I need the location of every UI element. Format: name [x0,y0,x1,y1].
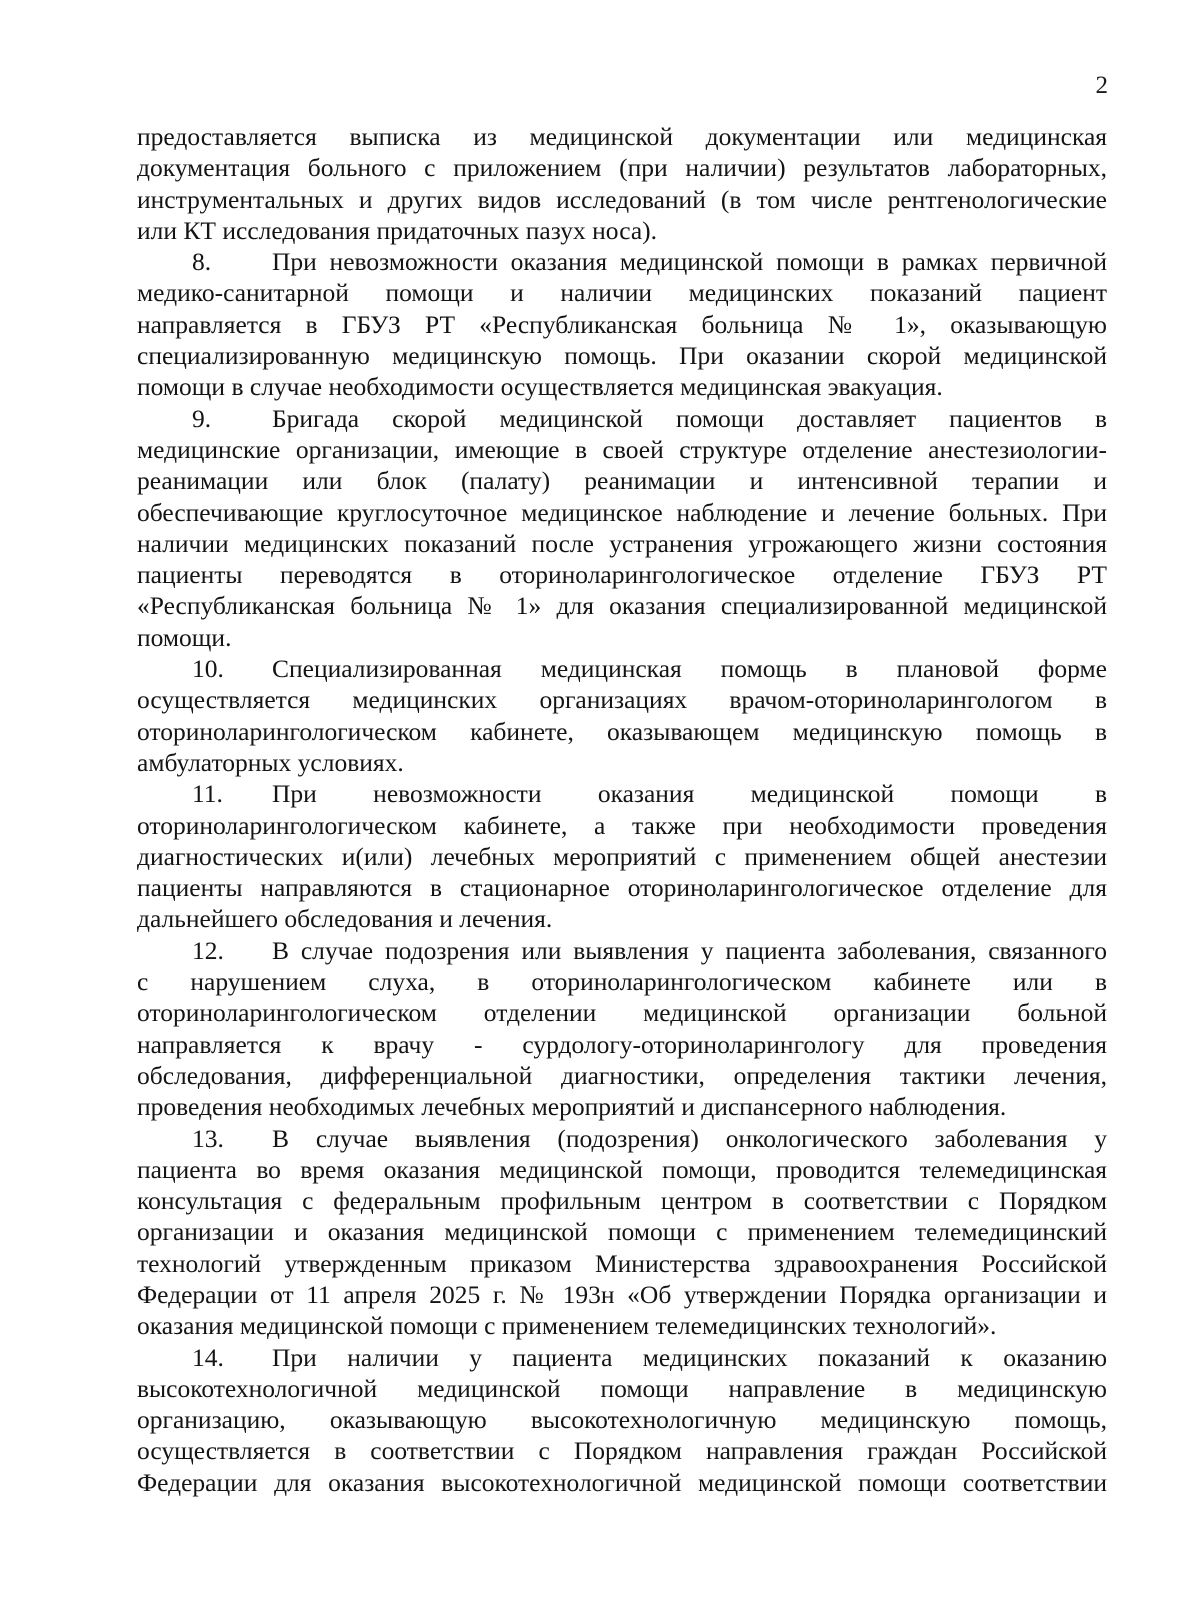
text-fragment: В случае выявления (подозрения) онкологического заболевания у [272,1123,1107,1153]
text-line: помощи. [137,622,232,652]
text-line: консультация с федеральным профильным центром в соответствии с Порядком [137,1186,1107,1216]
text-line: пациенты переводятся в оториноларингологическое отделение ГБУЗ РТ [137,560,1107,590]
paragraph-14-first-line [137,1342,1107,1373]
item-number: 9. [192,403,212,433]
text-line: «Республиканская больница № 1» для оказания специализированной медицинской [137,591,1107,621]
text-line: медицинские организации, имеющие в своей структуре отделение анестезиологии- [137,434,1107,464]
document-body [137,121,1107,1498]
text-line: медико-санитарной помощи и наличии медицинских показаний пациент [137,278,1107,308]
text-line: Федерации для оказания высокотехнологичной медицинской помощи соответствии [137,1467,1107,1497]
text-line: направляется к врачу - сурдологу-оториноларингологу для проведения [137,1029,1107,1059]
text-line: диагностических и(или) лечебных мероприятий с применением общей анестезии [137,841,1107,871]
paragraph-13-first-line [137,1123,1107,1154]
text-line: пациенты направляются в стационарное оториноларингологическое отделение для [137,873,1107,903]
text-line: проведения необходимых лечебных мероприятий и диспансерного наблюдения. [137,1092,1007,1122]
text-line: обследования, дифференциальной диагностики, определения тактики лечения, [137,1060,1107,1090]
text-line: оториноларингологическом кабинете, оказывающем медицинскую помощь в [137,716,1107,746]
text-fragment: При невозможности оказания медицинской помощи в [272,779,1107,809]
text-line: пациента во время оказания медицинской помощи, проводится телемедицинская [137,1154,1107,1184]
text-fragment: При наличии у пациента медицинских показаний к оказанию [272,1342,1107,1372]
text-line: Федерации от 11 апреля 2025 г. № 193н «Об утверждении Порядка организации и [137,1279,1107,1309]
text-line: высокотехнологичной медицинской помощи направление в медицинскую [137,1373,1107,1403]
item-number: 13. [192,1123,224,1153]
paragraph-11-first-line [137,778,1107,809]
text-line: помощи в случае необходимости осуществляется медицинская эвакуация. [137,372,943,402]
item-number: 14. [192,1342,224,1372]
text-fragment: При невозможности оказания медицинской помощи в рамках первичной [272,247,1107,277]
text-line: предоставляется выписка из медицинской документации или медицинская [137,122,1107,151]
text-line: технологий утвержденным приказом Министерства здравоохранения Российской [137,1248,1107,1278]
text-line: или КТ исследования придаточных пазух носа). [137,215,658,245]
paragraph-12-first-line [137,935,1107,966]
text-fragment: В случае подозрения или выявления у пациента заболевания, связанного [272,935,1107,965]
text-line: организацию, оказывающую высокотехнологичную медицинскую помощь, [137,1405,1107,1435]
text-fragment: Специализированная медицинская помощь в плановой форме [272,654,1107,684]
text-line: наличии медицинских показаний после устранения угрожающего жизни состояния [137,528,1107,558]
text-line: направляется в ГБУЗ РТ «Республиканская больница № 1», оказывающую [137,309,1107,339]
text-line: реанимации или блок (палату) реанимации и интенсивной терапии и [137,466,1107,496]
text-line: дальнейшего обследования и лечения. [137,904,553,934]
text-line: с нарушением слуха, в оториноларингологическом кабинете или в [137,967,1107,997]
text-line: осуществляется медицинских организациях врачом-оториноларингологом в [137,685,1107,715]
item-number: 10. [192,654,224,684]
item-number: 8. [192,247,212,277]
text-line: осуществляется в соответствии с Порядком направления граждан Российской [137,1436,1107,1466]
page-number: 2 [1095,72,1108,99]
item-number: 11. [192,779,223,809]
paragraph-9-first-line [137,403,1107,434]
text-line: амбулаторных условиях. [137,747,404,777]
text-line: оториноларингологическом кабинете, а также при необходимости проведения [137,810,1107,840]
text-line: обеспечивающие круглосуточное медицинское наблюдение и лечение больных. При [137,497,1107,527]
text-line: оказания медицинской помощи с применением телемедицинских технологий». [137,1311,997,1341]
text-line: оториноларингологическом отделении медицинской организации больной [137,998,1107,1028]
text-line: организации и оказания медицинской помощи с применением телемедицинский [137,1217,1107,1247]
paragraph-10-first-line [137,653,1107,684]
item-number: 12. [192,935,224,965]
text-fragment: Бригада скорой медицинской помощи доставляет пациентов в [272,403,1107,433]
paragraph-8-first-line [137,246,1107,277]
text-line: документация больного с приложением (при наличии) результатов лабораторных, [137,153,1107,183]
text-line: инструментальных и других видов исследований (в том числе рентгенологические [137,184,1107,214]
text-line: специализированную медицинскую помощь. При оказании скорой медицинской [137,341,1107,371]
